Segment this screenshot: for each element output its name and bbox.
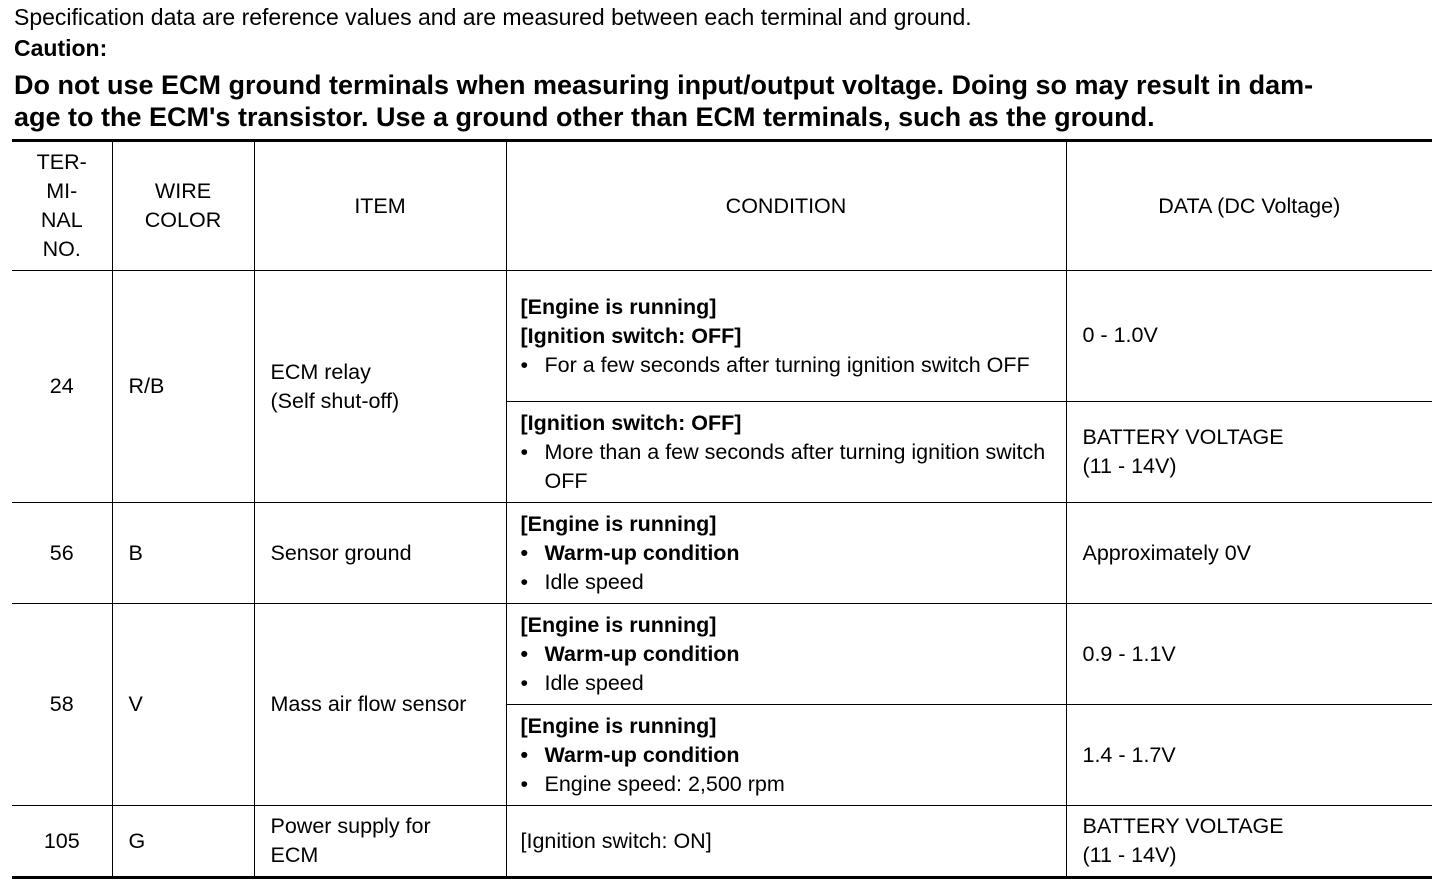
bullet: • [520,569,529,594]
terminal-spec-table [12,139,1432,879]
caution-text [14,69,1434,133]
item-cell: ECM relay (Self shut-off) [254,271,506,503]
condition-cell: [Engine is running] [Ignition switch: OFF] • For a few seconds after turning ignition switch OFF [506,271,1066,402]
wire-color-cell: V [112,604,254,806]
data-cell: 0 - 1.0V [1066,271,1432,402]
table-header-row [12,141,1432,271]
wire-color-cell: R/B [112,271,254,503]
bullet: • [520,670,529,695]
bullet: • [520,352,529,377]
condition-cell: [Ignition switch: OFF] • More than a few seconds after turning ignition switch OFF [506,402,1066,503]
header-data: DATA (DC Voltage) [1066,141,1432,271]
table-row [12,806,1432,878]
bullet: • [520,771,529,796]
data-cell: 1.4 - 1.7V [1066,705,1432,806]
data-cell: BATTERY VOLTAGE (11 - 14V) [1066,806,1432,878]
data-cell: BATTERY VOLTAGE (11 - 14V) [1066,402,1432,503]
caution-line-1: Do not use ECM ground terminals when measuring input/output voltage. Doing so may result in dam- [14,70,1314,100]
bullet: • [520,439,529,464]
terminal-cell: 105 [12,806,112,878]
condition-cell: [Engine is running] • Warm-up condition • Engine speed: 2,500 rpm [506,705,1066,806]
header-terminal-no: TER- MI- NAL NO. [12,141,112,271]
terminal-cell: 56 [12,503,112,604]
wire-color-cell: G [112,806,254,878]
condition-cell: [Engine is running] • Warm-up condition • Idle speed [506,503,1066,604]
terminal-cell: 58 [12,604,112,806]
header-wire-color: WIRE COLOR [112,141,254,271]
bullet: • [520,742,529,767]
caution-line-2: age to the ECM's transistor. Use a ground other than ECM terminals, such as the ground. [14,102,1155,132]
data-cell: 0.9 - 1.1V [1066,604,1432,705]
header-condition: CONDITION [506,141,1066,271]
data-cell: Approximately 0V [1066,503,1432,604]
table-row [12,604,1432,705]
table-row [12,503,1432,604]
bullet: • [520,641,529,666]
bullet: • [520,540,529,565]
condition-cell: [Ignition switch: ON] [506,806,1066,878]
caution-label: Caution: [14,35,108,61]
header-item: ITEM [254,141,506,271]
item-cell: Sensor ground [254,503,506,604]
wire-color-cell: B [112,503,254,604]
item-cell: Mass air flow sensor [254,604,506,806]
intro-text: Specification data are reference values and are measured between each terminal and ground. [14,4,972,30]
terminal-cell: 24 [12,271,112,503]
condition-cell: [Engine is running] • Warm-up condition • Idle speed [506,604,1066,705]
table-row [12,271,1432,402]
item-cell: Power supply for ECM [254,806,506,878]
